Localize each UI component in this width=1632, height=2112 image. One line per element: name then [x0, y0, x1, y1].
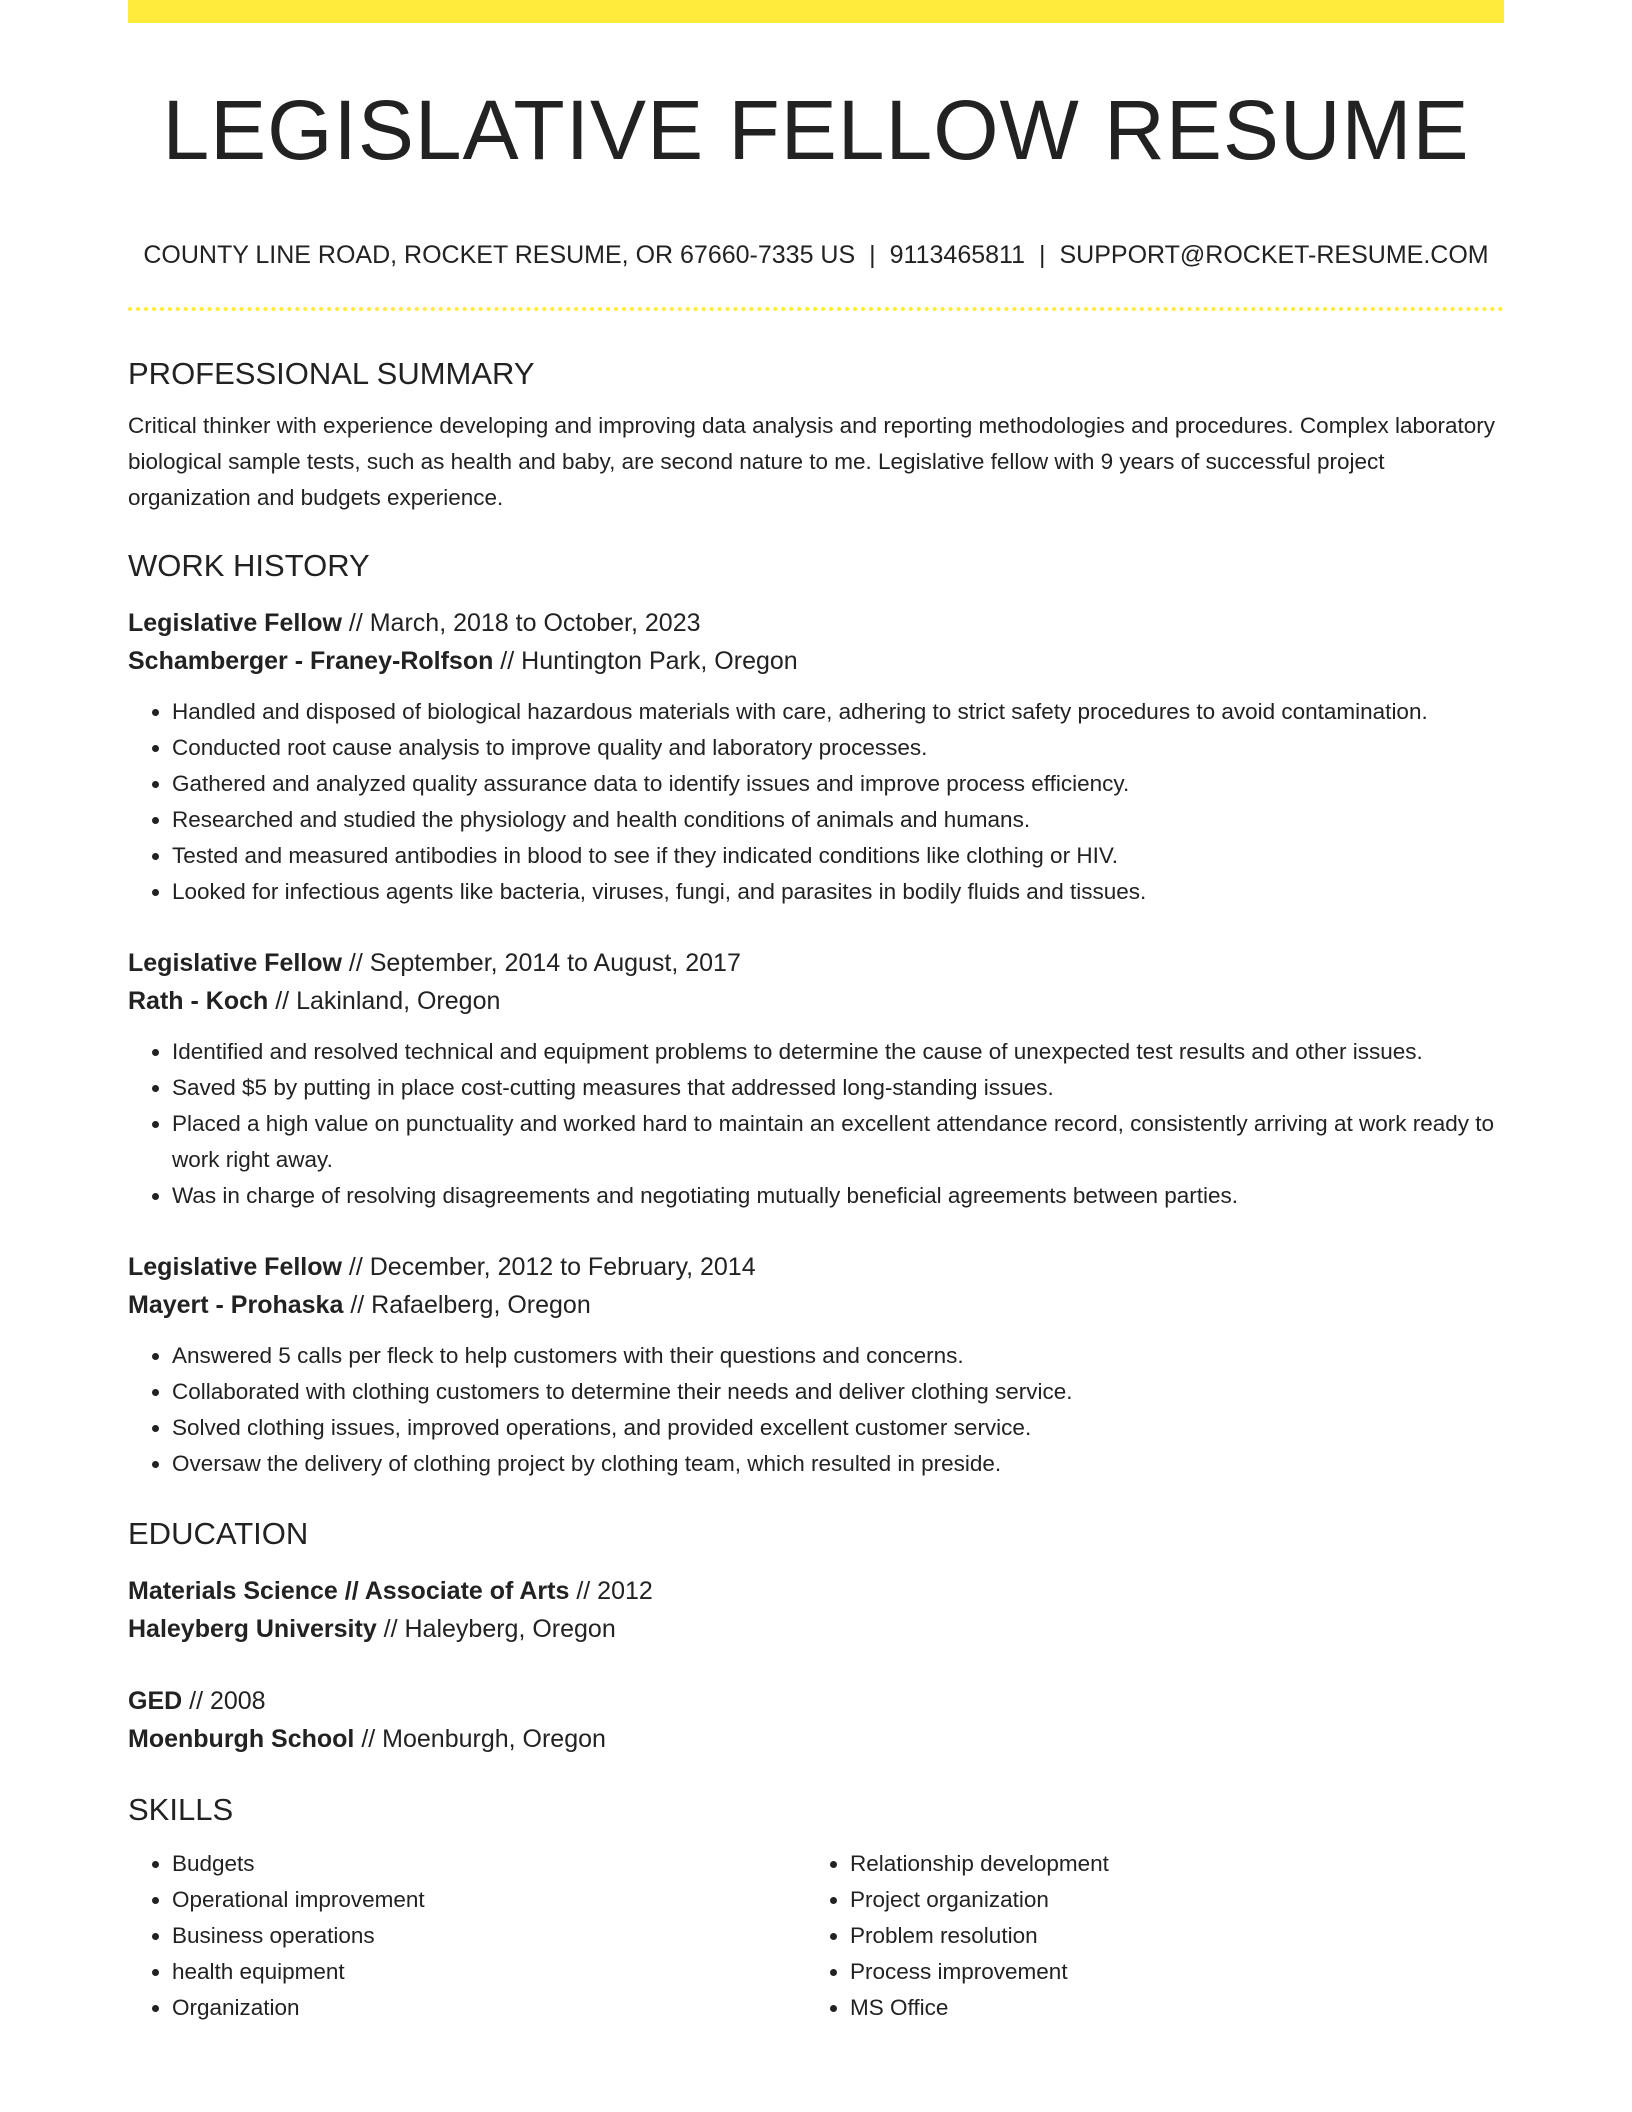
- education-entry: [128, 1572, 1504, 1648]
- contact-line: [128, 236, 1504, 274]
- skill-item: • Operational improvement: [172, 1882, 806, 1918]
- job-bullet: • Identified and resolved technical and equipment problems to determine the cause of unexpected test results and other issues.: [172, 1034, 1504, 1070]
- job-bullet: • Collaborated with clothing customers to determine their needs and deliver clothing service.: [172, 1374, 1504, 1410]
- skills-grid: [128, 1846, 1504, 2026]
- education-entry: [128, 1682, 1504, 1758]
- job-company-line: [128, 1286, 1504, 1324]
- job-bullet: • Gathered and analyzed quality assurance data to identify issues and improve process efficiency.: [172, 766, 1504, 802]
- skill-item: • health equipment: [172, 1954, 806, 1990]
- skill-item: • Project organization: [850, 1882, 1484, 1918]
- job-bullet: • Solved clothing issues, improved operations, and provided excellent customer service.: [172, 1410, 1504, 1446]
- work-history-section: [128, 544, 1504, 1482]
- summary-heading: PROFESSIONAL SUMMARY: [128, 356, 535, 391]
- skill-item: • Relationship development: [850, 1846, 1484, 1882]
- degree: Materials Science // Associate of Arts: [128, 1577, 570, 1605]
- degree: GED: [128, 1687, 183, 1715]
- job-bullet: • Tested and measured antibodies in blood to see if they indicated conditions like clothing or HIV.: [172, 838, 1504, 874]
- job-title: Legislative Fellow: [128, 609, 342, 637]
- job-title: Legislative Fellow: [128, 1253, 342, 1281]
- education-section: [128, 1512, 1504, 1758]
- accent-top-bar: [128, 0, 1504, 23]
- job-dates: // September, 2014 to August, 2017: [341, 949, 741, 977]
- school-line: [128, 1610, 1504, 1648]
- skill-item: • Problem resolution: [850, 1918, 1484, 1954]
- skills-list: [806, 1846, 1484, 2026]
- skills-section: [128, 1788, 1504, 2026]
- header-divider: [128, 307, 1504, 311]
- job-dates: // December, 2012 to February, 2014: [341, 1253, 756, 1281]
- job-dates: // March, 2018 to October, 2023: [341, 609, 701, 637]
- job-bullets: [128, 694, 1504, 910]
- job-bullet: • Handled and disposed of biological hazardous materials with care, adhering to strict safety procedures to avoid contamination.: [172, 694, 1504, 730]
- contact-phone: 9113465811: [889, 241, 1025, 269]
- skill-item: • Process improvement: [850, 1954, 1484, 1990]
- skills-list: [128, 1846, 806, 2026]
- contact-separator: |: [1038, 241, 1046, 269]
- job-entry: [128, 944, 1504, 1214]
- job-entry: [128, 604, 1504, 910]
- degree-line: [128, 1572, 1504, 1610]
- school: Moenburgh School: [128, 1725, 355, 1753]
- skills-column-left: [128, 1846, 806, 2026]
- school-line: [128, 1720, 1504, 1758]
- contact-address: COUNTY LINE ROAD, ROCKET RESUME, OR 67660-7335 US: [143, 241, 856, 269]
- job-location: // Huntington Park, Oregon: [493, 647, 798, 675]
- job-bullet: • Was in charge of resolving disagreements and negotiating mutually beneficial agreements between parties.: [172, 1178, 1504, 1214]
- job-title-line: [128, 1248, 1504, 1286]
- job-bullet: • Oversaw the delivery of clothing project by clothing team, which resulted in preside.: [172, 1446, 1504, 1482]
- skill-item: • Business operations: [172, 1918, 806, 1954]
- skills-heading: SKILLS: [128, 1792, 234, 1827]
- job-title-line: [128, 944, 1504, 982]
- job-bullet: • Saved $5 by putting in place cost-cutting measures that addressed long-standing issues.: [172, 1070, 1504, 1106]
- job-company-line: [128, 982, 1504, 1020]
- skill-item: • MS Office: [850, 1990, 1484, 2026]
- skill-item: • Budgets: [172, 1846, 806, 1882]
- job-bullet: • Conducted root cause analysis to improve quality and laboratory processes.: [172, 730, 1504, 766]
- degree-line: [128, 1682, 1504, 1720]
- work-history-heading: WORK HISTORY: [128, 548, 370, 583]
- education-heading: EDUCATION: [128, 1516, 309, 1551]
- job-bullet: • Placed a high value on punctuality and worked hard to maintain an excellent attendance record, consistently arriving at work ready to work right away.: [172, 1106, 1504, 1178]
- resume-sections: [128, 352, 1504, 2026]
- summary-text: Critical thinker with experience developing and improving data analysis and reporting methodologies and procedures. Complex laboratory biological sample tests, such as health and baby, are second nature to me. Legislative fellow with 9 years of successful project organization and budgets experience.: [128, 413, 1496, 510]
- school-location: // Haleyberg, Oregon: [376, 1615, 616, 1643]
- contact-separator: |: [869, 241, 876, 269]
- school: Haleyberg University: [128, 1615, 377, 1643]
- resume-title: LEGISLATIVE FELLOW RESUME: [162, 83, 1470, 177]
- job-location: // Lakinland, Oregon: [268, 987, 501, 1015]
- job-company: Mayert - Prohaska: [128, 1291, 344, 1319]
- job-title: Legislative Fellow: [128, 949, 342, 977]
- job-location: // Rafaelberg, Oregon: [343, 1291, 591, 1319]
- job-bullet: • Looked for infectious agents like bacteria, viruses, fungi, and parasites in bodily fluids and tissues.: [172, 874, 1504, 910]
- job-bullets: [128, 1034, 1504, 1214]
- skills-column-right: [806, 1846, 1484, 2026]
- school-location: // Moenburgh, Oregon: [354, 1725, 606, 1753]
- degree-year: // 2012: [569, 1577, 653, 1605]
- degree-year: // 2008: [182, 1687, 266, 1715]
- job-bullets: [128, 1338, 1504, 1482]
- job-entry: [128, 1248, 1504, 1482]
- skill-item: • Organization: [172, 1990, 806, 2026]
- job-company: Rath - Koch: [128, 987, 269, 1015]
- job-company: Schamberger - Franey-Rolfson: [128, 647, 494, 675]
- summary-section: [128, 352, 1504, 516]
- job-company-line: [128, 642, 1504, 680]
- contact-email: SUPPORT@ROCKET-RESUME.COM: [1059, 241, 1489, 269]
- job-bullet: • Researched and studied the physiology and health conditions of animals and humans.: [172, 802, 1504, 838]
- job-title-line: [128, 604, 1504, 642]
- job-bullet: • Answered 5 calls per fleck to help customers with their questions and concerns.: [172, 1338, 1504, 1374]
